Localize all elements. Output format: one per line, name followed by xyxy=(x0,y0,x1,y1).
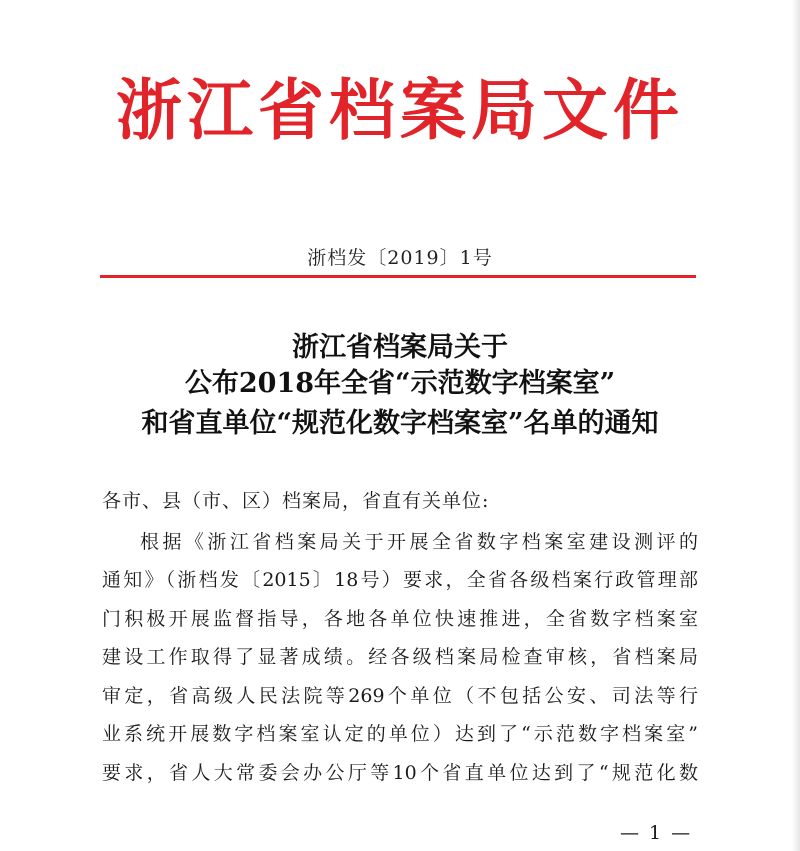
salutation: 各市、县（市、区）档案局，省直有关单位: xyxy=(102,490,490,512)
title-line-2: 公布2018年全省“示范数字档案室” xyxy=(184,368,616,399)
issuer-header: 浙江省档案局文件 xyxy=(116,72,684,149)
document-number: 浙档发〔2019〕1号 xyxy=(307,247,493,269)
body-line-3: 门积极开展监督指导，各地各单位快速推进，全省数字档案室 xyxy=(102,608,698,630)
page-edge-shadow xyxy=(792,0,800,851)
body-line-7: 要求，省人大常委会办公厅等10个省直单位达到了“规范化数 xyxy=(102,762,698,784)
title-line-3: 和省直单位“规范化数字档案室”名单的通知 xyxy=(141,408,659,439)
body-line-4: 建设工作取得了显著成绩。经各级档案局检查审核，省档案局 xyxy=(102,646,698,668)
body-line-6: 业系统开展数字档案室认定的单位）达到了“示范数字档案室” xyxy=(102,723,698,745)
header-divider xyxy=(100,275,696,278)
body-line-1: 根据《浙江省档案局关于开展全省数字档案室建设测评的 xyxy=(140,531,698,553)
title-line-1: 浙江省档案局关于 xyxy=(292,332,508,363)
body-line-2: 通知》（浙档发〔2015〕18号）要求，全省各级档案行政管理部 xyxy=(102,569,698,591)
page-number: — 1 — xyxy=(620,822,693,844)
body-line-5: 审定，省高级人民法院等269个单位（不包括公安、司法等行 xyxy=(102,685,698,707)
